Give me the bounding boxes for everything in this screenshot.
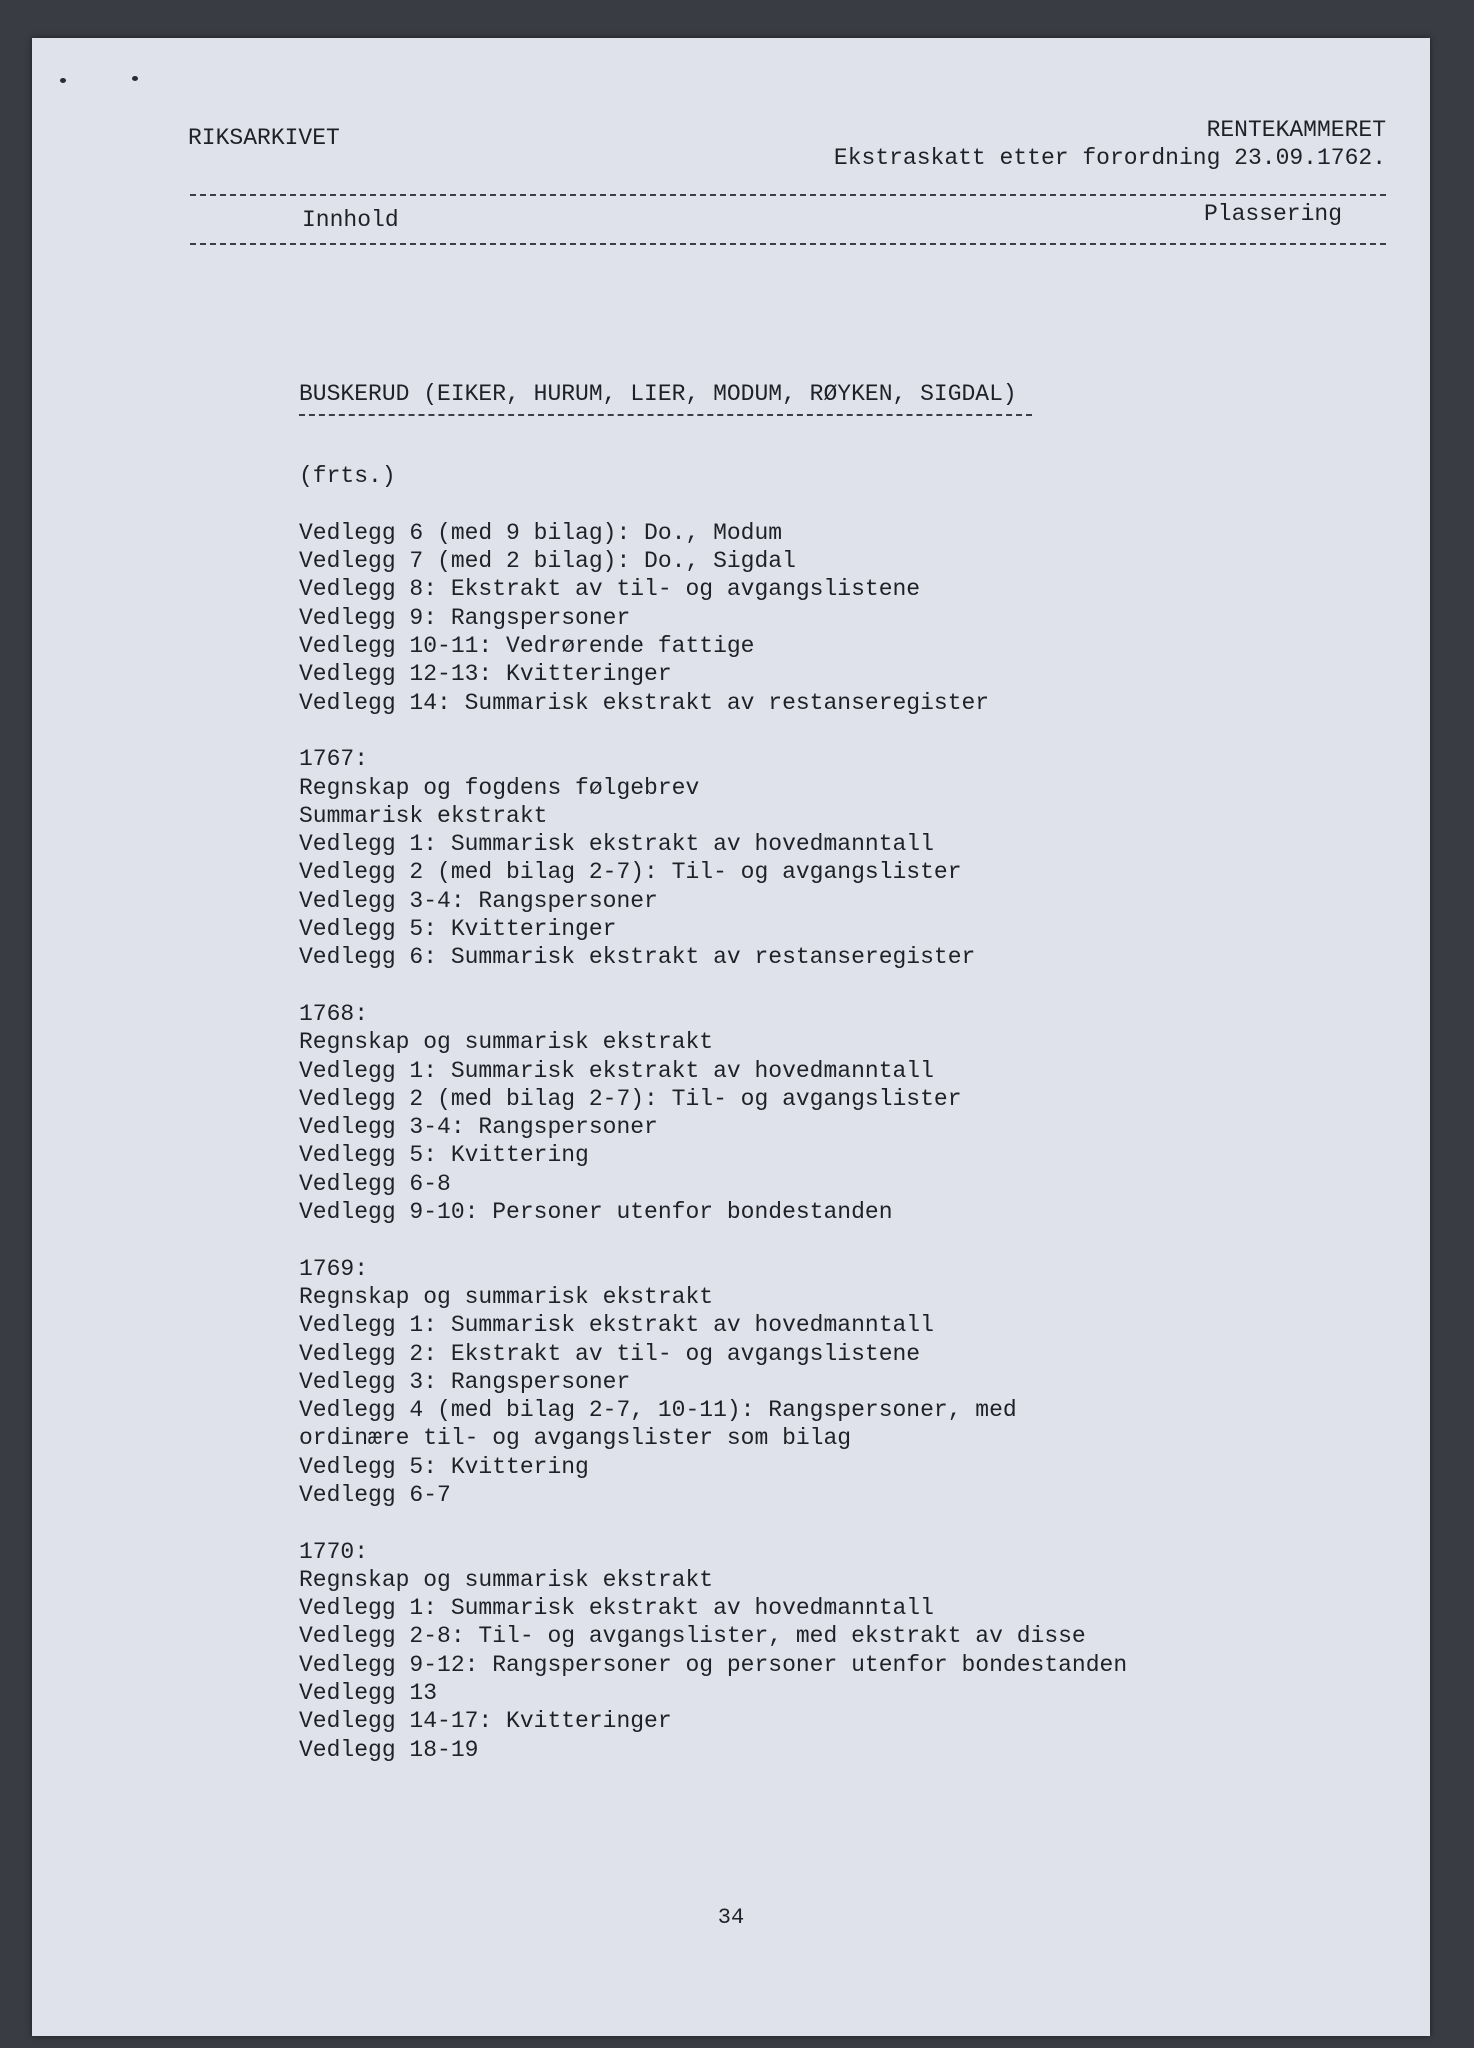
section-title-rule: [299, 414, 1032, 416]
entry-line: Vedlegg 9: Rangspersoner: [299, 604, 631, 631]
entry-line: Vedlegg 1: Summarisk ekstrakt av hovedmanntall: [299, 1595, 934, 1622]
punch-hole-right: [132, 76, 138, 81]
entry-line: Vedlegg 1: Summarisk ekstrakt av hovedmanntall: [299, 1312, 934, 1339]
entry-line: Vedlegg 2 (med bilag 2-7): Til- og avgangslister: [299, 1085, 962, 1112]
collection-subtitle: Ekstraskatt etter forordning 23.09.1762.: [833, 145, 1386, 171]
entry-line: Vedlegg 14: Summarisk ekstrakt av restanseregister: [299, 689, 990, 716]
entry-line: 1768:: [299, 1000, 369, 1027]
entry-line: Vedlegg 13: [299, 1680, 438, 1707]
column-header-location: Plassering: [1203, 201, 1342, 227]
entry-block: [299, 1538, 1127, 1764]
document-page: [32, 38, 1430, 2036]
entry-block: [299, 1000, 1127, 1226]
entry-line: Vedlegg 5: Kvittering: [299, 1453, 589, 1480]
entry-line: Vedlegg 18-19: [299, 1736, 479, 1763]
entry-line: Regnskap og summarisk ekstrakt: [299, 1029, 714, 1056]
content-list: [299, 380, 1127, 1764]
entry-line: Vedlegg 6: Summarisk ekstrakt av restanseregister: [299, 944, 976, 971]
punch-hole-left: [60, 78, 66, 83]
entry-line: Vedlegg 1: Summarisk ekstrakt av hovedmanntall: [299, 1057, 934, 1084]
entry-line: 1769:: [299, 1255, 369, 1282]
header-rule-top: [190, 194, 1386, 196]
entry-line: Regnskap og fogdens følgebrev: [299, 774, 700, 801]
entry-line: Vedlegg 4 (med bilag 2-7, 10-11): Rangspersoner, med: [299, 1397, 1017, 1424]
entry-line: Vedlegg 2: Ekstrakt av til- og avgangslistene: [299, 1340, 921, 1367]
entry-line: Vedlegg 2 (med bilag 2-7): Til- og avgangslister: [299, 859, 962, 886]
entry-line: Regnskap og summarisk ekstrakt: [299, 1566, 714, 1593]
entry-line: Summarisk ekstrakt: [299, 802, 548, 829]
entry-blocks: [299, 519, 1127, 1764]
entry-line: Vedlegg 6 (med 9 bilag): Do., Modum: [299, 519, 783, 546]
column-header-content: Innhold: [302, 207, 399, 233]
entry-line: Vedlegg 5: Kvittering: [299, 1142, 589, 1169]
entry-line: Vedlegg 1: Summarisk ekstrakt av hovedmanntall: [299, 831, 934, 858]
header-rule-bottom: [190, 243, 1386, 245]
entry-line: Vedlegg 7 (med 2 bilag): Do., Sigdal: [299, 548, 796, 575]
entry-line: Vedlegg 3-4: Rangspersoner: [299, 1114, 658, 1141]
continued-marker: (frts.): [299, 463, 396, 490]
entry-line: Vedlegg 3: Rangspersoner: [299, 1368, 631, 1395]
entry-line: 1767:: [299, 746, 369, 773]
archive-name: RIKSARKIVET: [188, 125, 340, 151]
entry-line: Regnskap og summarisk ekstrakt: [299, 1283, 714, 1310]
entry-line: ordinære til- og avgangslister som bilag: [299, 1425, 852, 1452]
entry-line: 1770:: [299, 1538, 369, 1565]
entry-block: [299, 1255, 1127, 1510]
entry-line: Vedlegg 2-8: Til- og avgangslister, med ekstrakt av disse: [299, 1623, 1086, 1650]
section-title: BUSKERUD (EIKER, HURUM, LIER, MODUM, RØYKEN, SIGDAL): [299, 381, 1017, 407]
entry-line: Vedlegg 6-7: [299, 1481, 451, 1508]
collection-title: RENTEKAMMERET: [1206, 117, 1386, 143]
entry-block: [299, 519, 1127, 717]
entry-line: Vedlegg 9-10: Personer utenfor bondestanden: [299, 1199, 893, 1226]
entry-line: Vedlegg 3-4: Rangspersoner: [299, 887, 658, 914]
entry-line: Vedlegg 14-17: Kvitteringer: [299, 1708, 672, 1735]
entry-line: Vedlegg 5: Kvitteringer: [299, 916, 617, 943]
entry-line: Vedlegg 6-8: [299, 1170, 451, 1197]
entry-line: Vedlegg 12-13: Kvitteringer: [299, 661, 672, 688]
entry-line: Vedlegg 9-12: Rangspersoner og personer utenfor bondestanden: [299, 1651, 1128, 1678]
entry-line: Vedlegg 10-11: Vedrørende fattige: [299, 633, 755, 660]
page-number: 34: [717, 1905, 745, 1930]
entry-block: [299, 745, 1127, 971]
entry-line: Vedlegg 8: Ekstrakt av til- og avgangslistene: [299, 576, 921, 603]
